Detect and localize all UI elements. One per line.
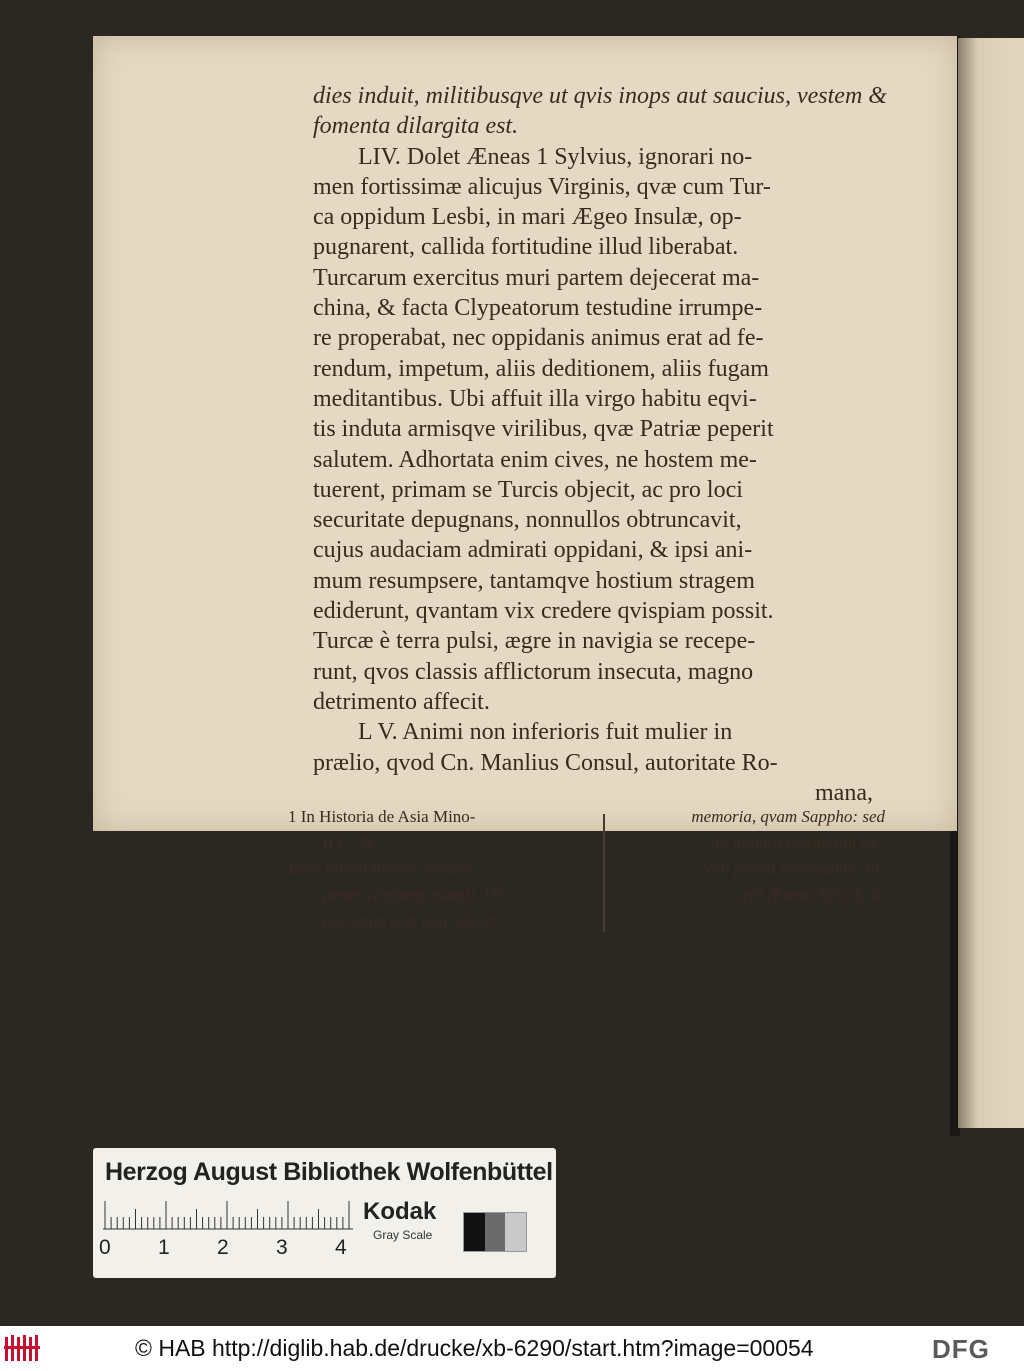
kodak-brand: Kodak: [363, 1198, 437, 1225]
footnote-line: gna enim erat non minori: [323, 911, 497, 930]
text-line: ediderunt, qvantam vix credere qvispiam possit.: [313, 598, 774, 625]
text-line: re properabat, nec oppidanis animus erat ad fe-: [313, 325, 764, 352]
footnote-line: illi majora præmia in cœ-: [710, 833, 885, 852]
main-text: [313, 81, 887, 808]
text-line: dies induit, militibusqve ut qvis inops aut saucius, vestem &: [313, 83, 887, 109]
text-line: salutem. Adhortata enim cives, ne hostem me-: [313, 446, 757, 473]
next-page-edge: [958, 38, 1024, 1128]
footnote-line: lesti patria reservantur. In-: [701, 859, 885, 878]
footnote-line: penes virginem mansit. Di-: [323, 885, 507, 904]
book-page: [93, 36, 957, 930]
text-line: rendum, impetum, aliis deditionem, aliis fugam: [313, 355, 769, 382]
dfg-logo: DFG: [932, 1334, 990, 1364]
ruler-number: 3: [276, 1236, 288, 1259]
gray-swatch: [505, 1213, 526, 1251]
text-line: securitate depugnans, nonnullos obtruncavit,: [313, 507, 742, 534]
text-line: fomenta dilargita est.: [313, 113, 519, 140]
ruler-numbers: [99, 1236, 349, 1264]
ruler-number: 2: [217, 1236, 229, 1259]
footnotes-left: [288, 804, 578, 934]
text-line: detrimento affecit.: [313, 688, 490, 715]
text-line: cujus audaciam admirati oppidani, & ipsi ani-: [313, 537, 753, 564]
source-url[interactable]: © HAB http://diglib.hab.de/drucke/xb-6290/start.htm?image=00054: [135, 1335, 814, 1361]
footnote-line: ri c. 79.: [323, 833, 375, 852]
catchword: mana,: [815, 779, 873, 806]
ruler-number: 0: [99, 1236, 111, 1259]
text-line: pugnarent, callida fortitudine illud liberabat.: [313, 234, 739, 261]
ruler-number: 1: [158, 1236, 170, 1259]
footnotes-right: [625, 804, 885, 908]
text-line: LIV. Dolet Æneas 1 Sylvius, ignorari no-: [358, 143, 753, 170]
footnote-line: memoria, qvam Sappho: sed: [691, 807, 885, 826]
text-line: Turcarum exercitus muri partem dejecerat ma-: [313, 264, 760, 291]
color-calibration-label: [93, 1148, 556, 1278]
text-line: meditantibus. Ubi affuit illa virgo habitu eqvi-: [313, 385, 757, 412]
text-line: tuerent, primam se Turcis objecit, ac pro loci: [313, 476, 743, 503]
footnote-line: 1 In Historia de Asia Mino-: [288, 807, 476, 826]
footnote-line: qvit Æneas Sylv. L. a.: [738, 885, 885, 904]
text-line: L V. Animi non inferioris fuit mulier in: [358, 719, 733, 746]
text-line: Turcæ è terra pulsi, ægre in navigia se recepe-: [313, 628, 756, 655]
footnote-line: Laus tamen Insulæ servatæ: [288, 859, 474, 878]
gray-swatches: [463, 1212, 527, 1252]
text-line: prælio, qvod Cn. Manlius Consul, autoritate Ro-: [313, 749, 778, 776]
ruler-number: 4: [335, 1236, 347, 1259]
footnote-divider: [603, 814, 605, 932]
ruler-scale: [103, 1200, 353, 1230]
text-line: men fortissimæ alicujus Virginis, qvæ cum Tur-: [313, 173, 771, 200]
text-line: ca oppidum Lesbi, in mari Ægeo Insulæ, op-: [313, 204, 742, 231]
hab-logo-icon: [4, 1333, 44, 1363]
gray-scale-caption: Gray Scale: [373, 1228, 433, 1242]
gray-swatch: [485, 1213, 506, 1251]
footer-bar: [0, 1326, 1024, 1371]
text-line: mum resumpsere, tantamqve hostium stragem: [313, 567, 755, 594]
text-line: runt, qvos classis afflictorum insecuta, magno: [313, 658, 754, 685]
library-name: Herzog August Bibliothek Wolfenbüttel: [105, 1158, 553, 1186]
text-line: tis induta armisqve virilibus, qvæ Patriæ peperit: [313, 416, 774, 443]
gray-swatch: [464, 1213, 485, 1251]
text-line: china, & facta Clypeatorum testudine irrumpe-: [313, 295, 763, 322]
